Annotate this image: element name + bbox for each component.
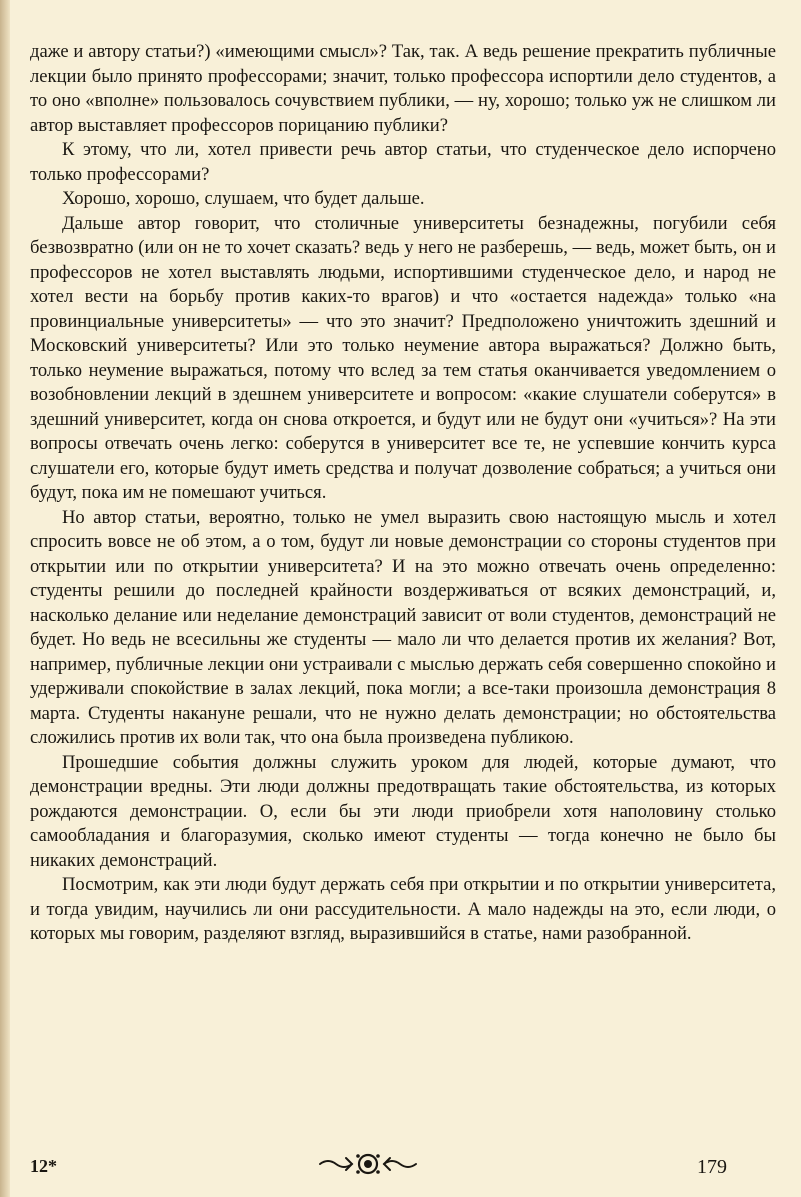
- paragraph-4: Дальше автор говорит, что столичные университеты безнадежны, погубили себя безвозвратно (или он не то хочет сказать? ведь у него не разберешь, — ведь, может быть, он и профессоров не хотел выставлять людьми, испортившими студенческое дело, и народ не хотел вести на борьбу против каких-то врагов) и что «остается надежда» только «на провинциальные университеты» — что это значит? Предположено уничтожить здешний и Московский университеты? Или это только неумение автора выражаться? Должно быть, только неумение выражаться, потому что вслед за тем статья оканчивается уведомлением о возобновлении лекций в здешнем университете и вопросом: «какие слушатели соберутся» в здешний университет, когда он снова откроется, и будут или не будут они «учиться»? На эти вопросы отвечать очень легко: соберутся в университет все те, не успевшие кончить курса слушатели его, которые будут иметь средства и получат дозволение собраться; а учиться они будут, пока им не помешают учиться.: [30, 212, 776, 503]
- floral-ornament-icon: [318, 1150, 418, 1178]
- page-binding-edge: [0, 0, 10, 1197]
- paragraph-5: Но автор статьи, вероятно, только не умел выразить свою настоящую мысль и хотел спросить вовсе не об этом, а о том, будут ли новые демонстрации со стороны студентов при открытии или по открытии университета? И на это можно отвечать очень определенно: студенты решили до последней крайности воздерживаться от всяких демонстраций, и, насколько делание или неделание демонстраций зависит от воли студентов, демонстраций не будет. Но ведь не всесильны же студенты — мало ли что делается против их желания? Вот, например, публичные лекции они устраивали с мыслью держать себя совершенно спокойно и удерживали спокойствие в залах лекций, пока могли; а все-таки произошла демонстрация 8 марта. Студенты накануне решали, что не нужно делать демонстрации; но обстоятельства сложились против их воли так, что она была произведена публикою.: [30, 506, 776, 748]
- paragraph-6: Прошедшие события должны служить уроком для людей, которые думают, что демонстрации вредны. Эти люди должны предотвращать такие обстоятельства, из которых рождаются демонстрации. О, если бы эти люди приобрели хотя наполовину столько самообладания и благоразумия, сколько имеют студенты — тогда конечно не было бы никаких демонстраций.: [30, 751, 776, 871]
- printer-signature-mark: 12*: [30, 1156, 57, 1176]
- page-footer: [0, 1150, 801, 1190]
- paragraph-2: К этому, что ли, хотел привести речь автор статьи, что студенческое дело испорчено только профессорами?: [30, 139, 776, 185]
- paragraph-7: Посмотрим, как эти люди будут держать себя при открытии и по открытии университета, и тогда увидим, научились ли они рассудительности. А мало надежды на это, если люди, о которых мы говорим, разделяют взгляд, выразившийся в статье, нами разобранной.: [30, 874, 776, 944]
- page-number: 179: [697, 1156, 727, 1178]
- paragraph-1: даже и автору статьи?) «имеющими смысл»? Так, так. А ведь решение прекратить публичные лекции было принято профессорами; значит, только профессора испортили дело студентов, а то оно «вполне» пользовалось сочувствием публики, — ну, хорошо; только уж не слишком ли автор выставляет профессоров порицанию публики?: [30, 41, 776, 136]
- body-text: [30, 40, 776, 947]
- paragraph-3: Хорошо, хорошо, слушаем, что будет дальше.: [62, 188, 425, 209]
